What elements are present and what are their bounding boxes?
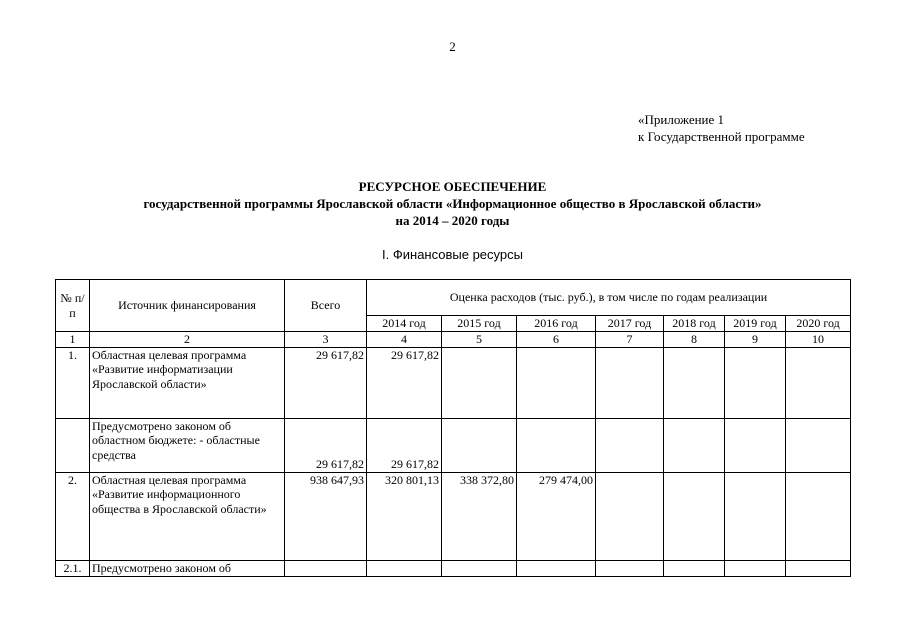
table-row: [56, 472, 851, 560]
row-year-value: [442, 560, 517, 576]
col-number: 7: [596, 332, 664, 348]
col-number: 3: [285, 332, 367, 348]
row-year-value: [786, 418, 851, 472]
header-year-2019: 2019 год: [725, 316, 786, 332]
row-num: 2.1.: [56, 560, 90, 576]
title-line-3: на 2014 – 2020 годы: [395, 213, 510, 228]
row-year-value: 29 617,82: [367, 418, 442, 472]
table-row: [56, 347, 851, 418]
row-year-value: [367, 560, 442, 576]
appendix-line-2: к Государственной программе: [638, 129, 805, 144]
row-year-value: [725, 418, 786, 472]
header-source: Источник финансирования: [90, 280, 285, 332]
row-total: 938 647,93: [285, 472, 367, 560]
row-total: [285, 560, 367, 576]
row-year-value: [664, 560, 725, 576]
resources-table: [55, 279, 851, 577]
row-year-value: [786, 560, 851, 576]
header-year-2020: 2020 год: [786, 316, 851, 332]
header-estimate: Оценка расходов (тыс. руб.), в том числе по годам реализации: [367, 280, 851, 316]
col-number: 4: [367, 332, 442, 348]
col-number: 10: [786, 332, 851, 348]
row-year-value: [517, 560, 596, 576]
appendix-line-1: «Приложение 1: [638, 112, 725, 127]
table-row: [56, 560, 851, 576]
row-year-value: [517, 347, 596, 418]
row-year-value: [596, 347, 664, 418]
row-year-value: [664, 418, 725, 472]
row-source: Предусмотрено законом об: [90, 560, 285, 576]
row-year-value: [786, 472, 851, 560]
row-year-value: [786, 347, 851, 418]
section-title: I. Финансовые ресурсы: [382, 247, 523, 262]
header-total: Всего: [285, 280, 367, 332]
header-row-1: [56, 280, 851, 316]
row-year-value: [517, 418, 596, 472]
row-year-value: [596, 472, 664, 560]
row-year-value: 279 474,00: [517, 472, 596, 560]
row-year-value: [664, 347, 725, 418]
header-year-2015: 2015 год: [442, 316, 517, 332]
row-source: Областная целевая программа «Развитие информатизации Ярославской области»: [90, 347, 285, 418]
title-line-1: РЕСУРСНОЕ ОБЕСПЕЧЕНИЕ: [358, 179, 547, 194]
col-number: 5: [442, 332, 517, 348]
row-year-value: [725, 472, 786, 560]
row-year-value: [442, 418, 517, 472]
row-total: 29 617,82: [285, 418, 367, 472]
appendix-note: [638, 111, 805, 145]
row-year-value: [596, 418, 664, 472]
column-numbers-row: [56, 332, 851, 348]
header-year-2018: 2018 год: [664, 316, 725, 332]
row-num: 1.: [56, 347, 90, 418]
row-source: Областная целевая программа «Развитие информационного общества в Ярославской области»: [90, 472, 285, 560]
row-year-value: 320 801,13: [367, 472, 442, 560]
table-row: [56, 418, 851, 472]
document-title: [0, 178, 905, 229]
row-num: [56, 418, 90, 472]
page-number: 2: [449, 39, 456, 54]
col-number: 2: [90, 332, 285, 348]
title-line-2: государственной программы Ярославской области «Информационное общество в Ярославской области»: [143, 196, 762, 211]
row-year-value: 29 617,82: [367, 347, 442, 418]
col-number: 9: [725, 332, 786, 348]
header-year-2017: 2017 год: [596, 316, 664, 332]
header-year-2016: 2016 год: [517, 316, 596, 332]
header-num: № п/п: [56, 280, 90, 332]
col-number: 8: [664, 332, 725, 348]
row-year-value: [664, 472, 725, 560]
col-number: 1: [56, 332, 90, 348]
header-year-2014: 2014 год: [367, 316, 442, 332]
row-year-value: [725, 560, 786, 576]
row-year-value: 338 372,80: [442, 472, 517, 560]
row-year-value: [596, 560, 664, 576]
row-year-value: [442, 347, 517, 418]
row-source: Предусмотрено законом об областном бюджете: - областные средства: [90, 418, 285, 472]
col-number: 6: [517, 332, 596, 348]
row-year-value: [725, 347, 786, 418]
row-total: 29 617,82: [285, 347, 367, 418]
row-num: 2.: [56, 472, 90, 560]
